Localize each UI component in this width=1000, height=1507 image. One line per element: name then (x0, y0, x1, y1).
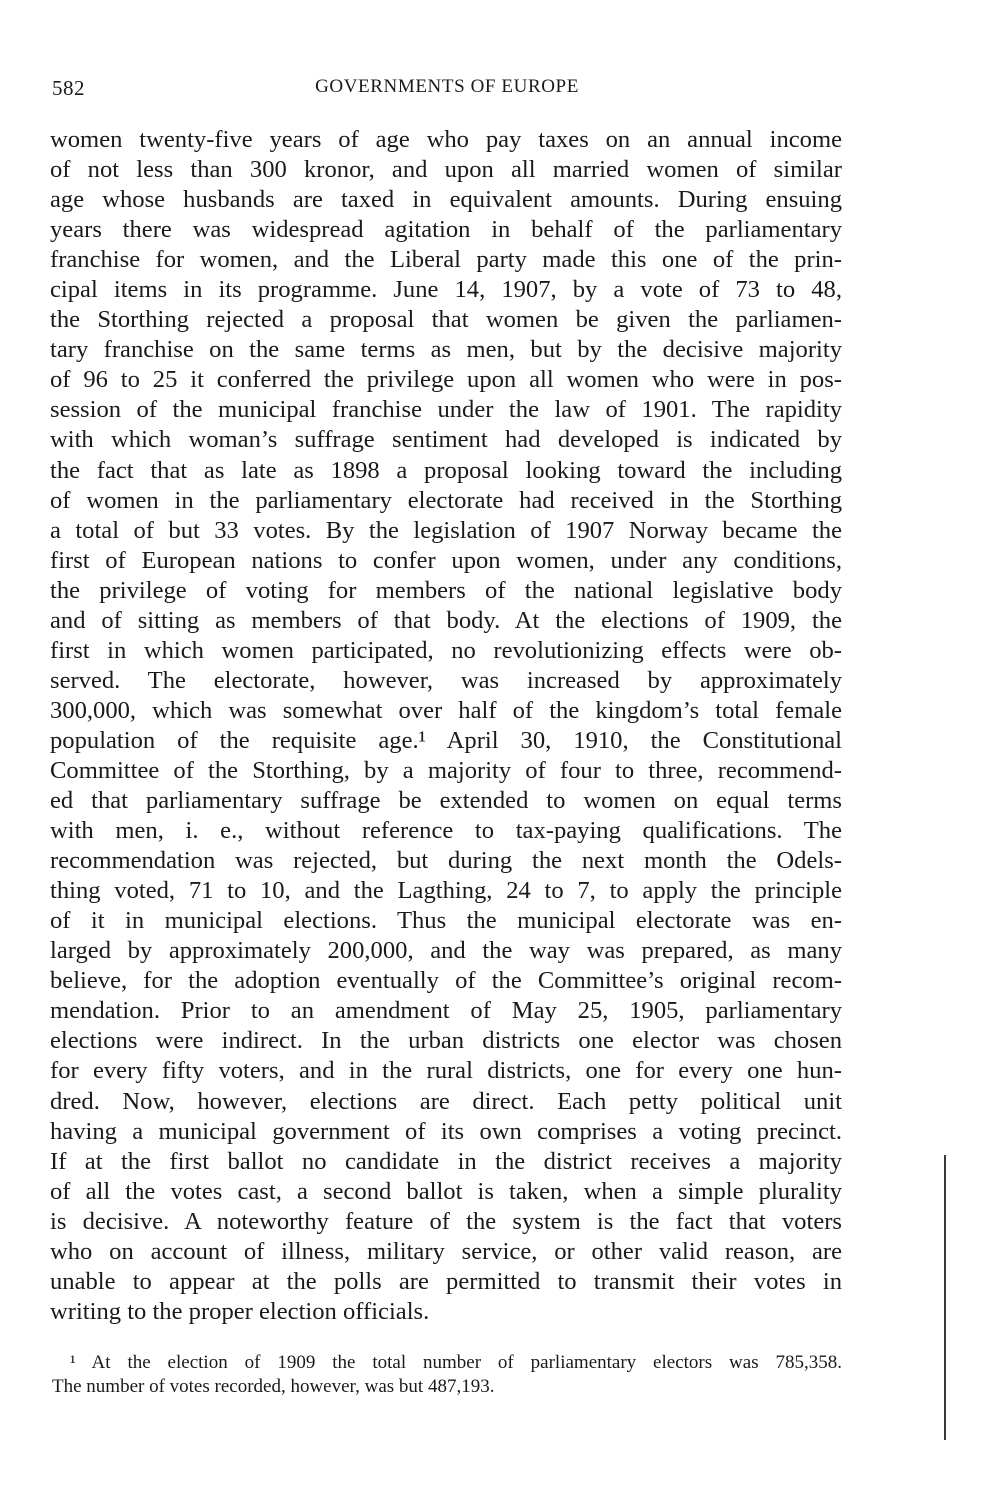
body-line: cipal items in its programme. June 14, 1907, by a vote of 73 to 48, (50, 276, 842, 304)
body-line: for every fifty voters, and in the rural districts, one for every one hun- (50, 1057, 842, 1085)
body-line: the Storthing rejected a proposal that women be given the parliamen- (50, 306, 842, 334)
footnote-line: The number of votes recorded, however, was but 487,193. (52, 1376, 495, 1397)
body-line: population of the requisite age.¹ April 30, 1910, the Constitutional (50, 726, 842, 754)
body-line: elections were indirect. In the urban districts one elector was chosen (50, 1027, 842, 1055)
body-line: years there was widespread agitation in behalf of the parliamentary (50, 216, 842, 244)
body-line: believe, for the adoption eventually of the Committee’s original recom- (50, 967, 842, 995)
body-line: with which woman’s suffrage sentiment had developed is indicated by (50, 426, 842, 454)
body-line: the fact that as late as 1898 a proposal looking toward the including (50, 456, 842, 484)
footnote-line: ¹ At the election of 1909 the total number of parliamentary electors was 785,358. (70, 1352, 842, 1373)
body-line: 300,000, which was somewhat over half of the kingdom’s total female (50, 696, 842, 724)
body-line: a total of but 33 votes. By the legislation of 1907 Norway became the (50, 516, 842, 544)
body-line: thing voted, 71 to 10, and the Lagthing, 24 to 7, to apply the principle (50, 877, 842, 905)
body-line: of 96 to 25 it conferred the privilege upon all women who were in pos- (50, 366, 842, 394)
body-line: with men, i. e., without reference to tax-paying qualifications. The (50, 817, 842, 845)
body-line: of all the votes cast, a second ballot is taken, when a simple plurality (50, 1177, 842, 1205)
body-line: dred. Now, however, elections are direct. Each petty political unit (50, 1087, 842, 1115)
body-line: age whose husbands are taxed in equivalent amounts. During ensuing (50, 186, 842, 214)
margin-rule (944, 1155, 946, 1440)
body-line: of it in municipal elections. Thus the municipal electorate was en- (50, 907, 842, 935)
body-line: franchise for women, and the Liberal party made this one of the prin- (50, 246, 842, 274)
page-number: 582 (52, 76, 85, 100)
body-line: first of European nations to confer upon women, under any conditions, (50, 546, 842, 574)
body-line: If at the first ballot no candidate in the district receives a majority (50, 1147, 842, 1175)
body-line: ed that parliamentary suffrage be extended to women on equal terms (50, 787, 842, 815)
body-line: and of sitting as members of that body. At the elections of 1909, the (50, 606, 842, 634)
body-line: served. The electorate, however, was increased by approximately (50, 666, 842, 694)
body-line: writing to the proper election officials. (50, 1297, 430, 1325)
body-line: Committee of the Storthing, by a majority of four to three, recommend- (50, 756, 842, 784)
body-line: women twenty-five years of age who pay taxes on an annual income (50, 126, 842, 153)
body-line: first in which women participated, no revolutionizing effects were ob- (50, 636, 842, 664)
body-line: of women in the parliamentary electorate had received in the Storthing (50, 486, 842, 514)
body-line: mendation. Prior to an amendment of May 25, 1905, parliamentary (50, 997, 842, 1025)
footnote (52, 1351, 842, 1399)
body-line: larged by approximately 200,000, and the way was prepared, as many (50, 937, 842, 965)
page-header (52, 76, 842, 106)
body-line: having a municipal government of its own comprises a voting precinct. (50, 1117, 842, 1145)
body-line: is decisive. A noteworthy feature of the system is the fact that voters (50, 1207, 842, 1235)
body-line: who on account of illness, military service, or other valid reason, are (50, 1237, 842, 1265)
body-line: unable to appear at the polls are permitted to transmit their votes in (50, 1267, 842, 1295)
body-line: session of the municipal franchise under the law of 1901. The rapidity (50, 396, 842, 424)
body-text (50, 125, 842, 1327)
body-line: the privilege of voting for members of the national legislative body (50, 576, 842, 604)
body-line: recommendation was rejected, but during the next month the Odels- (50, 847, 842, 875)
body-line: of not less than 300 kronor, and upon all married women of similar (50, 156, 842, 184)
running-title: GOVERNMENTS OF EUROPE (315, 76, 579, 97)
body-line: tary franchise on the same terms as men, but by the decisive majority (50, 336, 842, 364)
